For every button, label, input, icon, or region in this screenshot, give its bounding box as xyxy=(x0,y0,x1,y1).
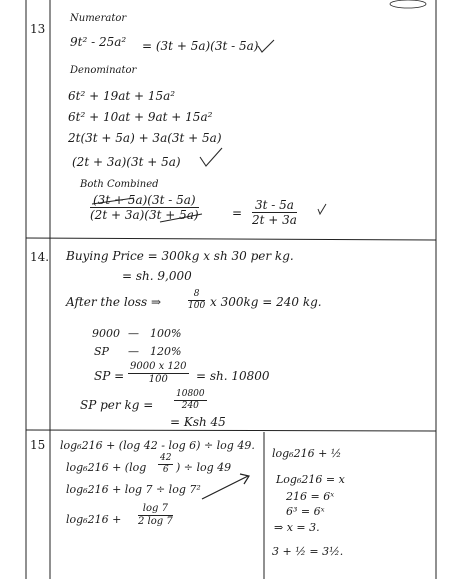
log-line-2-numerator: 42 xyxy=(160,453,172,463)
check-mark-icon xyxy=(258,40,274,52)
sp-fraction-numerator: 9000 x 120 xyxy=(130,361,187,372)
loss-fraction-denominator: 100 xyxy=(188,301,206,311)
denominator-line-3: 2t(3t + 5a) + 3a(3t + 5a) xyxy=(68,131,222,145)
combined-denominator: (2t + 3a)(3t + 5a) xyxy=(90,208,199,222)
right-line-2: Log₆216 = x xyxy=(276,473,345,486)
combined-numerator: (3t + 5a)(3t - 5a) xyxy=(90,194,199,208)
result-denominator: 2t + 3a xyxy=(252,213,297,227)
check-mark-icon xyxy=(200,148,222,166)
check-mark-icon xyxy=(318,204,326,214)
percent-dash-1: — xyxy=(128,327,139,340)
log-line-4-fraction xyxy=(138,504,173,527)
sp-per-kg-denominator: 240 xyxy=(181,401,199,411)
percent-dash-2: — xyxy=(128,345,139,358)
percent-row-1-left: 9000 xyxy=(92,327,120,340)
right-line-5: ⇒ x = 3. xyxy=(274,521,320,534)
sp-fraction xyxy=(128,362,189,385)
log-line-4-denominator: 2 log 7 xyxy=(138,516,173,527)
right-line-1: log₆216 + ½ xyxy=(272,447,342,460)
question-number-14: 14. xyxy=(30,250,50,264)
combined-fraction xyxy=(90,194,199,221)
denominator-line-2: 6t² + 10at + 9at + 15a² xyxy=(68,110,213,124)
denominator-line-1: 6t² + 19at + 15a² xyxy=(68,89,176,103)
numerator-expression: 9t² - 25a² xyxy=(70,35,127,49)
question-number-15: 15 xyxy=(30,438,46,452)
loss-fraction xyxy=(188,290,205,311)
arrow-icon xyxy=(202,476,248,499)
right-line-3: 216 = 6ˣ xyxy=(286,490,335,503)
after-loss-result: x 300kg = 240 kg. xyxy=(210,295,322,309)
buying-price-result: = sh. 9,000 xyxy=(122,269,192,283)
log-line-2-start: log₆216 + (log xyxy=(66,461,147,474)
result-numerator: 3t - 5a xyxy=(252,199,297,213)
numerator-label: Numerator xyxy=(70,13,127,24)
percent-row-1-right: 100% xyxy=(150,327,182,340)
right-line-6: 3 + ½ = 3½. xyxy=(272,545,344,558)
sp-fraction-denominator: 100 xyxy=(148,374,168,385)
log-line-2-end: ) ÷ log 49 xyxy=(176,461,232,474)
sp-per-kg-fraction xyxy=(174,390,207,411)
denominator-label: Denominator xyxy=(70,65,137,76)
log-line-2-denominator: 6 xyxy=(162,465,169,475)
question-number-13: 13 xyxy=(30,22,46,36)
log-line-4-start: log₆216 + xyxy=(66,513,122,526)
sp-label: SP = xyxy=(94,369,125,383)
after-loss-prefix: After the loss ⇒ xyxy=(66,295,162,309)
sp-result: = sh. 10800 xyxy=(196,369,270,383)
loss-fraction-numerator: 8 xyxy=(188,290,205,301)
denominator-line-4: (2t + 3a)(3t + 5a) xyxy=(72,155,181,169)
buying-price-line: Buying Price = 300kg x sh 30 per kg. xyxy=(66,249,294,263)
both-combined-label: Both Combined xyxy=(80,179,159,190)
percent-row-2-right: 120% xyxy=(150,345,182,358)
log-line-4-numerator: log 7 xyxy=(138,504,173,516)
percent-row-2-left: SP xyxy=(94,345,109,358)
sp-per-kg-label: SP per kg = xyxy=(80,398,154,412)
right-line-4: 6³ = 6ˣ xyxy=(286,505,325,518)
numerator-factored: = (3t + 5a)(3t - 5a) xyxy=(142,39,259,53)
log-line-2-fraction xyxy=(158,454,173,475)
sp-per-kg-result: = Ksh 45 xyxy=(170,415,226,429)
log-line-1: log₆216 + (log 42 - log 6) ÷ log 49. xyxy=(60,439,255,452)
result-fraction xyxy=(252,199,297,226)
equals-sign: = xyxy=(232,206,243,220)
sp-per-kg-numerator: 10800 xyxy=(176,389,205,399)
log-line-3: log₆216 + log 7 ÷ log 7² xyxy=(66,483,201,496)
